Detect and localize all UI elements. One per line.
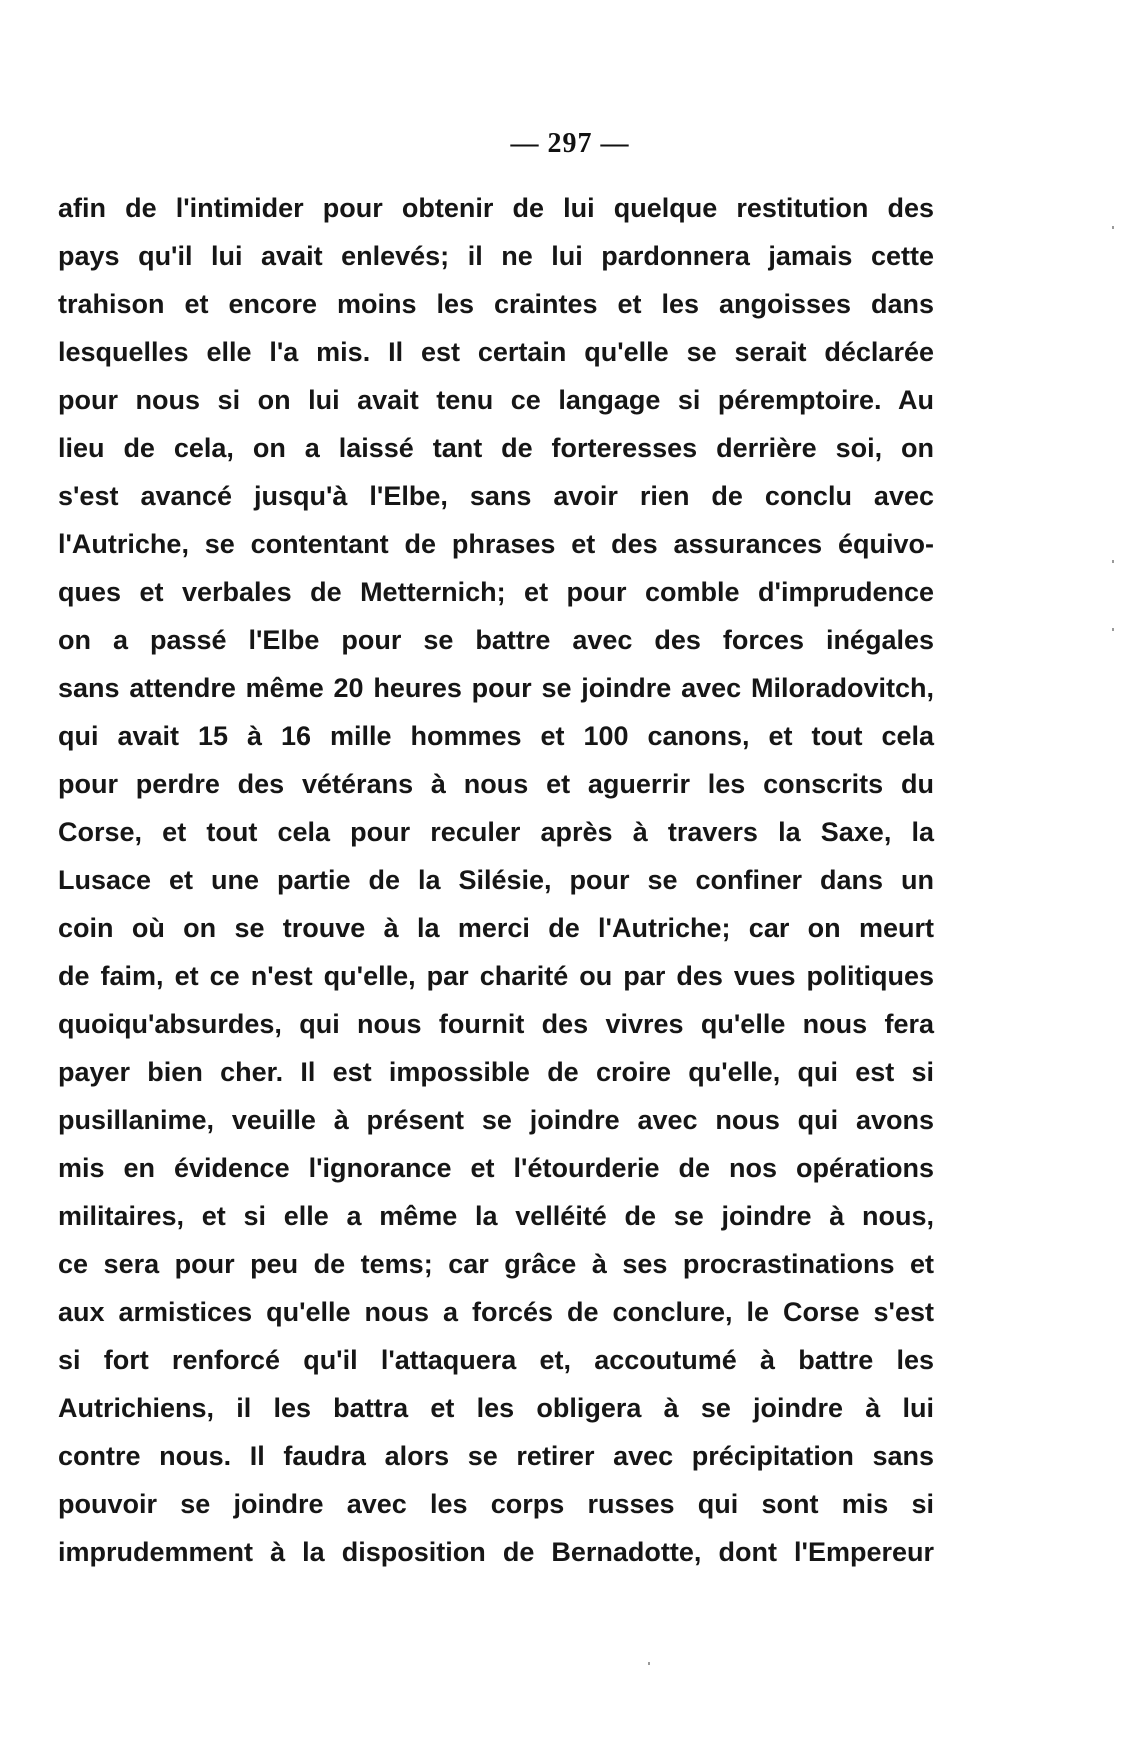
text-line: imprudemment à la disposition de Bernadotte, dont l'Empereur: [58, 1537, 934, 1567]
text-line: lesquelles elle l'a mis. Il est certain qu'elle se serait déclarée: [58, 337, 934, 367]
text-line: coin où on se trouve à la merci de l'Autriche; car on meurt: [58, 913, 934, 943]
scan-speck: [1112, 560, 1114, 563]
text-line: pour nous si on lui avait tenu ce langage si péremptoire. Au: [58, 385, 934, 415]
text-line: s'est avancé jusqu'à l'Elbe, sans avoir rien de conclu avec: [58, 481, 934, 511]
text-line: ce sera pour peu de tems; car grâce à ses procrastinations et: [58, 1249, 934, 1279]
text-line: si fort renforcé qu'il l'attaquera et, accoutumé à battre les: [58, 1345, 934, 1375]
text-line: l'Autriche, se contentant de phrases et des assurances équivo-: [58, 529, 934, 559]
text-line: pays qu'il lui avait enlevés; il ne lui pardonnera jamais cette: [58, 241, 934, 271]
scan-speck: [648, 1662, 650, 1665]
text-line: pouvoir se joindre avec les corps russes qui sont mis si: [58, 1489, 934, 1519]
body-text: [58, 184, 934, 1576]
text-line: ques et verbales de Metternich; et pour comble d'imprudence: [58, 577, 934, 607]
text-line: pusillanime, veuille à présent se joindre avec nous qui avons: [58, 1105, 934, 1135]
scan-speck: [1112, 628, 1114, 631]
text-line: on a passé l'Elbe pour se battre avec des forces inégales: [58, 625, 934, 655]
page-number: — 297 —: [510, 128, 630, 159]
text-line: Corse, et tout cela pour reculer après à travers la Saxe, la: [58, 817, 934, 847]
text-line: contre nous. Il faudra alors se retirer avec précipitation sans: [58, 1441, 934, 1471]
text-line: aux armistices qu'elle nous a forcés de conclure, le Corse s'est: [58, 1297, 934, 1327]
text-line: afin de l'intimider pour obtenir de lui quelque restitution des: [58, 193, 934, 223]
text-line: payer bien cher. Il est impossible de croire qu'elle, qui est si: [58, 1057, 934, 1087]
text-line: trahison et encore moins les craintes et les angoisses dans: [58, 289, 934, 319]
text-line: sans attendre même 20 heures pour se joindre avec Miloradovitch,: [58, 673, 934, 703]
text-line: Autrichiens, il les battra et les obligera à se joindre à lui: [58, 1393, 934, 1423]
text-line: de faim, et ce n'est qu'elle, par charité ou par des vues politiques: [58, 961, 934, 991]
text-line: Lusace et une partie de la Silésie, pour se confiner dans un: [58, 865, 934, 895]
text-line: pour perdre des vétérans à nous et aguerrir les conscrits du: [58, 769, 934, 799]
scan-speck: [1112, 226, 1114, 229]
text-line: qui avait 15 à 16 mille hommes et 100 canons, et tout cela: [58, 721, 934, 751]
text-line: quoiqu'absurdes, qui nous fournit des vivres qu'elle nous fera: [58, 1009, 934, 1039]
text-line: militaires, et si elle a même la velléité de se joindre à nous,: [58, 1201, 934, 1231]
text-line: mis en évidence l'ignorance et l'étourderie de nos opérations: [58, 1153, 934, 1183]
text-line: lieu de cela, on a laissé tant de forteresses derrière soi, on: [58, 433, 934, 463]
